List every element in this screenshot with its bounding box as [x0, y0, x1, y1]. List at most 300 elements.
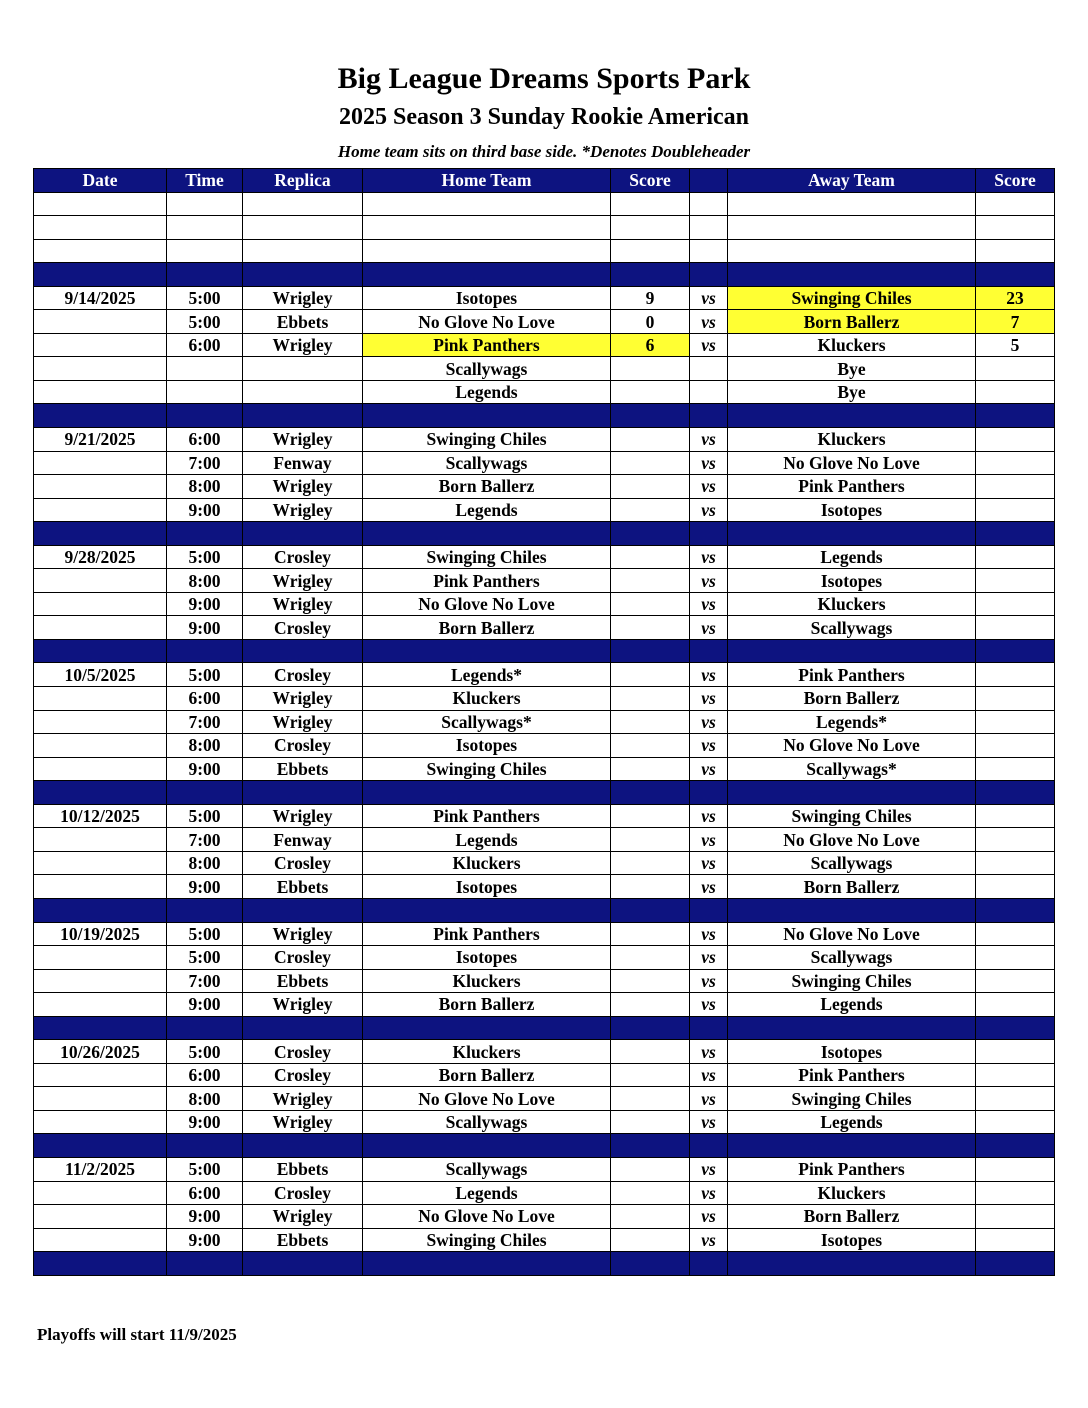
time-cell: 6:00: [167, 1181, 243, 1205]
away-team-cell: Kluckers: [728, 333, 976, 357]
away-team-cell: Born Ballerz: [728, 687, 976, 711]
game-row: [34, 616, 1055, 640]
date-cell: [34, 1110, 167, 1134]
game-row: [34, 1157, 1055, 1181]
away-team-cell: Isotopes: [728, 1040, 976, 1064]
away-team-cell: [728, 639, 976, 663]
game-row: [34, 875, 1055, 899]
time-cell: 9:00: [167, 616, 243, 640]
away-score-cell: [976, 545, 1055, 569]
away-team-cell: Swinging Chiles: [728, 286, 976, 310]
date-cell: [34, 734, 167, 758]
home-team-cell: Pink Panthers: [363, 333, 611, 357]
home-team-cell: Swinging Chiles: [363, 757, 611, 781]
replica-cell: [243, 898, 363, 922]
col-header-time: Time: [167, 169, 243, 193]
away-score-cell: [976, 1205, 1055, 1229]
blank-row: [34, 216, 1055, 240]
home-score-cell: [611, 498, 690, 522]
home-score-cell: 9: [611, 286, 690, 310]
replica-cell: [243, 1134, 363, 1158]
time-cell: 5:00: [167, 1157, 243, 1181]
vs-cell: vs: [690, 616, 728, 640]
replica-cell: Wrigley: [243, 428, 363, 452]
away-team-cell: Kluckers: [728, 1181, 976, 1205]
away-team-cell: [728, 263, 976, 287]
home-score-cell: [611, 922, 690, 946]
game-row: [34, 851, 1055, 875]
vs-cell: [690, 1134, 728, 1158]
game-row: [34, 922, 1055, 946]
away-team-cell: No Glove No Love: [728, 922, 976, 946]
blank-row: [34, 192, 1055, 216]
vs-cell: vs: [690, 1110, 728, 1134]
replica-cell: Crosley: [243, 734, 363, 758]
replica-cell: Wrigley: [243, 592, 363, 616]
time-cell: [167, 216, 243, 240]
home-score-cell: [611, 1134, 690, 1158]
date-cell: [34, 898, 167, 922]
replica-cell: Wrigley: [243, 286, 363, 310]
date-cell: [34, 192, 167, 216]
vs-cell: vs: [690, 710, 728, 734]
time-cell: 9:00: [167, 1205, 243, 1229]
home-team-cell: Scallywags: [363, 451, 611, 475]
date-cell: 9/21/2025: [34, 428, 167, 452]
vs-cell: vs: [690, 1040, 728, 1064]
away-team-cell: Isotopes: [728, 1228, 976, 1252]
date-cell: [34, 475, 167, 499]
replica-cell: Ebbets: [243, 1228, 363, 1252]
replica-cell: Wrigley: [243, 1087, 363, 1111]
away-score-cell: [976, 851, 1055, 875]
replica-cell: Crosley: [243, 1040, 363, 1064]
week-separator-row: [34, 404, 1055, 428]
away-score-cell: [976, 357, 1055, 381]
away-score-cell: [976, 404, 1055, 428]
date-cell: [34, 404, 167, 428]
game-row: [34, 545, 1055, 569]
vs-cell: [690, 639, 728, 663]
vs-cell: vs: [690, 475, 728, 499]
away-team-cell: Swinging Chiles: [728, 1087, 976, 1111]
home-team-cell: No Glove No Love: [363, 1205, 611, 1229]
home-score-cell: [611, 1181, 690, 1205]
game-row: [34, 286, 1055, 310]
time-cell: 5:00: [167, 1040, 243, 1064]
away-team-cell: No Glove No Love: [728, 828, 976, 852]
time-cell: [167, 639, 243, 663]
away-team-cell: Swinging Chiles: [728, 804, 976, 828]
away-team-cell: Scallywags: [728, 851, 976, 875]
time-cell: 5:00: [167, 286, 243, 310]
game-row: [34, 757, 1055, 781]
away-team-cell: [728, 239, 976, 263]
date-cell: [34, 333, 167, 357]
replica-cell: Crosley: [243, 1181, 363, 1205]
home-team-cell: Isotopes: [363, 286, 611, 310]
game-row: [34, 310, 1055, 334]
home-team-cell: No Glove No Love: [363, 310, 611, 334]
away-team-cell: [728, 522, 976, 546]
away-score-cell: [976, 710, 1055, 734]
game-row: [34, 1228, 1055, 1252]
vs-cell: vs: [690, 969, 728, 993]
replica-cell: Wrigley: [243, 1110, 363, 1134]
replica-cell: Ebbets: [243, 1157, 363, 1181]
game-row: [34, 710, 1055, 734]
home-score-cell: [611, 734, 690, 758]
home-team-cell: Legends: [363, 828, 611, 852]
date-cell: [34, 451, 167, 475]
away-score-cell: 23: [976, 286, 1055, 310]
vs-cell: vs: [690, 569, 728, 593]
game-row: [34, 1063, 1055, 1087]
home-team-cell: [363, 239, 611, 263]
home-team-cell: Pink Panthers: [363, 569, 611, 593]
time-cell: 5:00: [167, 545, 243, 569]
away-score-cell: [976, 1181, 1055, 1205]
home-team-cell: Born Ballerz: [363, 993, 611, 1017]
date-cell: [34, 639, 167, 663]
away-team-cell: [728, 216, 976, 240]
home-score-cell: [611, 781, 690, 805]
home-team-cell: Swinging Chiles: [363, 428, 611, 452]
away-team-cell: Legends: [728, 993, 976, 1017]
away-team-cell: No Glove No Love: [728, 734, 976, 758]
away-score-cell: [976, 898, 1055, 922]
page-title: Big League Dreams Sports Park: [337, 62, 751, 95]
game-row: [34, 428, 1055, 452]
game-row: [34, 946, 1055, 970]
away-team-cell: Pink Panthers: [728, 1063, 976, 1087]
home-score-cell: [611, 1063, 690, 1087]
away-team-cell: Legends: [728, 545, 976, 569]
replica-cell: Ebbets: [243, 969, 363, 993]
replica-cell: [243, 522, 363, 546]
away-team-cell: [728, 898, 976, 922]
home-score-cell: [611, 263, 690, 287]
home-team-cell: Legends*: [363, 663, 611, 687]
vs-cell: [690, 263, 728, 287]
away-score-cell: [976, 781, 1055, 805]
away-team-cell: Born Ballerz: [728, 310, 976, 334]
away-score-cell: [976, 1087, 1055, 1111]
home-team-cell: Isotopes: [363, 875, 611, 899]
replica-cell: Ebbets: [243, 310, 363, 334]
vs-cell: vs: [690, 1087, 728, 1111]
away-team-cell: [728, 781, 976, 805]
home-team-cell: [363, 404, 611, 428]
away-score-cell: [976, 804, 1055, 828]
time-cell: [167, 1252, 243, 1276]
away-score-cell: [976, 1157, 1055, 1181]
replica-cell: Wrigley: [243, 498, 363, 522]
away-team-cell: Born Ballerz: [728, 875, 976, 899]
date-cell: [34, 710, 167, 734]
time-cell: 9:00: [167, 993, 243, 1017]
time-cell: 8:00: [167, 569, 243, 593]
home-score-cell: [611, 1205, 690, 1229]
replica-cell: Wrigley: [243, 993, 363, 1017]
away-team-cell: Isotopes: [728, 498, 976, 522]
time-cell: 5:00: [167, 946, 243, 970]
away-score-cell: [976, 946, 1055, 970]
vs-cell: [690, 1252, 728, 1276]
bye-row: [34, 357, 1055, 381]
replica-cell: [243, 380, 363, 404]
away-team-cell: Pink Panthers: [728, 663, 976, 687]
home-score-cell: [611, 592, 690, 616]
game-row: [34, 828, 1055, 852]
home-score-cell: [611, 216, 690, 240]
date-cell: [34, 851, 167, 875]
home-team-cell: Born Ballerz: [363, 475, 611, 499]
time-cell: [167, 192, 243, 216]
home-score-cell: [611, 428, 690, 452]
away-team-cell: Scallywags: [728, 616, 976, 640]
time-cell: 9:00: [167, 1228, 243, 1252]
away-team-cell: Bye: [728, 357, 976, 381]
away-score-cell: 7: [976, 310, 1055, 334]
game-row: [34, 475, 1055, 499]
replica-cell: [243, 1016, 363, 1040]
week-separator-row: [34, 781, 1055, 805]
replica-cell: Crosley: [243, 946, 363, 970]
home-team-cell: [363, 781, 611, 805]
replica-cell: Wrigley: [243, 922, 363, 946]
home-score-cell: [611, 239, 690, 263]
away-score-cell: [976, 616, 1055, 640]
replica-cell: [243, 1252, 363, 1276]
away-score-cell: [976, 734, 1055, 758]
home-team-cell: Kluckers: [363, 969, 611, 993]
vs-cell: vs: [690, 545, 728, 569]
replica-cell: Crosley: [243, 851, 363, 875]
time-cell: 5:00: [167, 310, 243, 334]
home-team-cell: [363, 898, 611, 922]
away-team-cell: [728, 192, 976, 216]
time-cell: 9:00: [167, 498, 243, 522]
away-score-cell: [976, 1252, 1055, 1276]
away-team-cell: No Glove No Love: [728, 451, 976, 475]
home-team-cell: [363, 216, 611, 240]
vs-cell: vs: [690, 498, 728, 522]
away-score-cell: [976, 922, 1055, 946]
away-team-cell: Scallywags: [728, 946, 976, 970]
home-score-cell: [611, 663, 690, 687]
vs-cell: vs: [690, 1228, 728, 1252]
away-score-cell: [976, 239, 1055, 263]
date-cell: [34, 993, 167, 1017]
home-score-cell: [611, 639, 690, 663]
date-cell: [34, 1134, 167, 1158]
vs-cell: vs: [690, 875, 728, 899]
home-team-cell: Kluckers: [363, 1040, 611, 1064]
game-row: [34, 1110, 1055, 1134]
time-cell: 8:00: [167, 1087, 243, 1111]
replica-cell: Wrigley: [243, 569, 363, 593]
home-score-cell: [611, 357, 690, 381]
vs-cell: vs: [690, 428, 728, 452]
time-cell: [167, 239, 243, 263]
home-score-cell: [611, 851, 690, 875]
time-cell: 7:00: [167, 828, 243, 852]
replica-cell: [243, 216, 363, 240]
away-team-cell: Scallywags*: [728, 757, 976, 781]
vs-cell: vs: [690, 451, 728, 475]
blank-row: [34, 239, 1055, 263]
vs-cell: vs: [690, 286, 728, 310]
home-team-cell: Legends: [363, 1181, 611, 1205]
week-separator-row: [34, 1252, 1055, 1276]
replica-cell: Wrigley: [243, 333, 363, 357]
away-score-cell: [976, 993, 1055, 1017]
vs-cell: vs: [690, 1063, 728, 1087]
home-team-cell: Isotopes: [363, 734, 611, 758]
home-team-cell: No Glove No Love: [363, 592, 611, 616]
vs-cell: vs: [690, 993, 728, 1017]
time-cell: [167, 1016, 243, 1040]
away-score-cell: [976, 1016, 1055, 1040]
home-team-cell: [363, 192, 611, 216]
away-score-cell: [976, 1110, 1055, 1134]
header-row: [34, 169, 1055, 193]
away-score-cell: [976, 569, 1055, 593]
date-cell: [34, 1228, 167, 1252]
time-cell: 6:00: [167, 333, 243, 357]
date-cell: [34, 875, 167, 899]
away-score-cell: [976, 216, 1055, 240]
home-team-cell: Kluckers: [363, 687, 611, 711]
away-team-cell: Isotopes: [728, 569, 976, 593]
away-score-cell: 5: [976, 333, 1055, 357]
away-score-cell: [976, 475, 1055, 499]
vs-cell: [690, 239, 728, 263]
vs-cell: [690, 216, 728, 240]
home-team-cell: [363, 1134, 611, 1158]
date-cell: [34, 263, 167, 287]
time-cell: 7:00: [167, 710, 243, 734]
date-cell: 10/12/2025: [34, 804, 167, 828]
away-team-cell: Bye: [728, 380, 976, 404]
away-team-cell: Born Ballerz: [728, 1205, 976, 1229]
home-score-cell: [611, 969, 690, 993]
home-team-cell: Swinging Chiles: [363, 545, 611, 569]
home-team-cell: [363, 1016, 611, 1040]
home-score-cell: [611, 545, 690, 569]
page-subtitle: 2025 Season 3 Sunday Rookie American: [338, 104, 750, 130]
date-cell: [34, 357, 167, 381]
replica-cell: [243, 263, 363, 287]
vs-cell: vs: [690, 310, 728, 334]
vs-cell: vs: [690, 734, 728, 758]
away-score-cell: [976, 1228, 1055, 1252]
replica-cell: Ebbets: [243, 875, 363, 899]
game-row: [34, 663, 1055, 687]
vs-cell: vs: [690, 687, 728, 711]
home-team-cell: Scallywags*: [363, 710, 611, 734]
vs-cell: vs: [690, 828, 728, 852]
time-cell: [167, 380, 243, 404]
time-cell: 6:00: [167, 687, 243, 711]
game-row: [34, 569, 1055, 593]
date-cell: [34, 498, 167, 522]
vs-cell: vs: [690, 1205, 728, 1229]
home-score-cell: [611, 1252, 690, 1276]
game-row: [34, 1087, 1055, 1111]
replica-cell: Crosley: [243, 616, 363, 640]
footer-note: Playoffs will start 11/9/2025: [37, 1325, 237, 1344]
time-cell: 6:00: [167, 428, 243, 452]
away-score-cell: [976, 428, 1055, 452]
away-score-cell: [976, 875, 1055, 899]
game-row: [34, 993, 1055, 1017]
time-cell: 7:00: [167, 969, 243, 993]
home-score-cell: [611, 993, 690, 1017]
vs-cell: [690, 1016, 728, 1040]
game-row: [34, 969, 1055, 993]
vs-cell: [690, 781, 728, 805]
home-score-cell: [611, 451, 690, 475]
away-score-cell: [976, 757, 1055, 781]
date-cell: [34, 592, 167, 616]
time-cell: 5:00: [167, 663, 243, 687]
vs-cell: vs: [690, 851, 728, 875]
away-score-cell: [976, 522, 1055, 546]
week-separator-row: [34, 898, 1055, 922]
schedule-body: [34, 192, 1055, 1275]
replica-cell: [243, 192, 363, 216]
away-team-cell: Legends*: [728, 710, 976, 734]
away-score-cell: [976, 639, 1055, 663]
replica-cell: Wrigley: [243, 475, 363, 499]
game-row: [34, 592, 1055, 616]
game-row: [34, 687, 1055, 711]
vs-cell: vs: [690, 663, 728, 687]
time-cell: 8:00: [167, 475, 243, 499]
away-team-cell: Swinging Chiles: [728, 969, 976, 993]
game-row: [34, 1040, 1055, 1064]
home-score-cell: [611, 569, 690, 593]
date-cell: 10/26/2025: [34, 1040, 167, 1064]
col-header-date: Date: [34, 169, 167, 193]
away-team-cell: Kluckers: [728, 592, 976, 616]
home-team-cell: Pink Panthers: [363, 804, 611, 828]
vs-cell: [690, 404, 728, 428]
time-cell: [167, 898, 243, 922]
away-team-cell: Legends: [728, 1110, 976, 1134]
vs-cell: [690, 357, 728, 381]
replica-cell: Fenway: [243, 451, 363, 475]
date-cell: [34, 1016, 167, 1040]
week-separator-row: [34, 263, 1055, 287]
home-score-cell: 6: [611, 333, 690, 357]
time-cell: [167, 522, 243, 546]
home-score-cell: [611, 1228, 690, 1252]
away-score-cell: [976, 451, 1055, 475]
home-team-cell: Legends: [363, 380, 611, 404]
game-row: [34, 451, 1055, 475]
home-team-cell: Scallywags: [363, 1157, 611, 1181]
replica-cell: [243, 357, 363, 381]
time-cell: 9:00: [167, 875, 243, 899]
home-score-cell: [611, 1016, 690, 1040]
date-cell: [34, 828, 167, 852]
away-score-cell: [976, 498, 1055, 522]
time-cell: [167, 781, 243, 805]
date-cell: [34, 216, 167, 240]
